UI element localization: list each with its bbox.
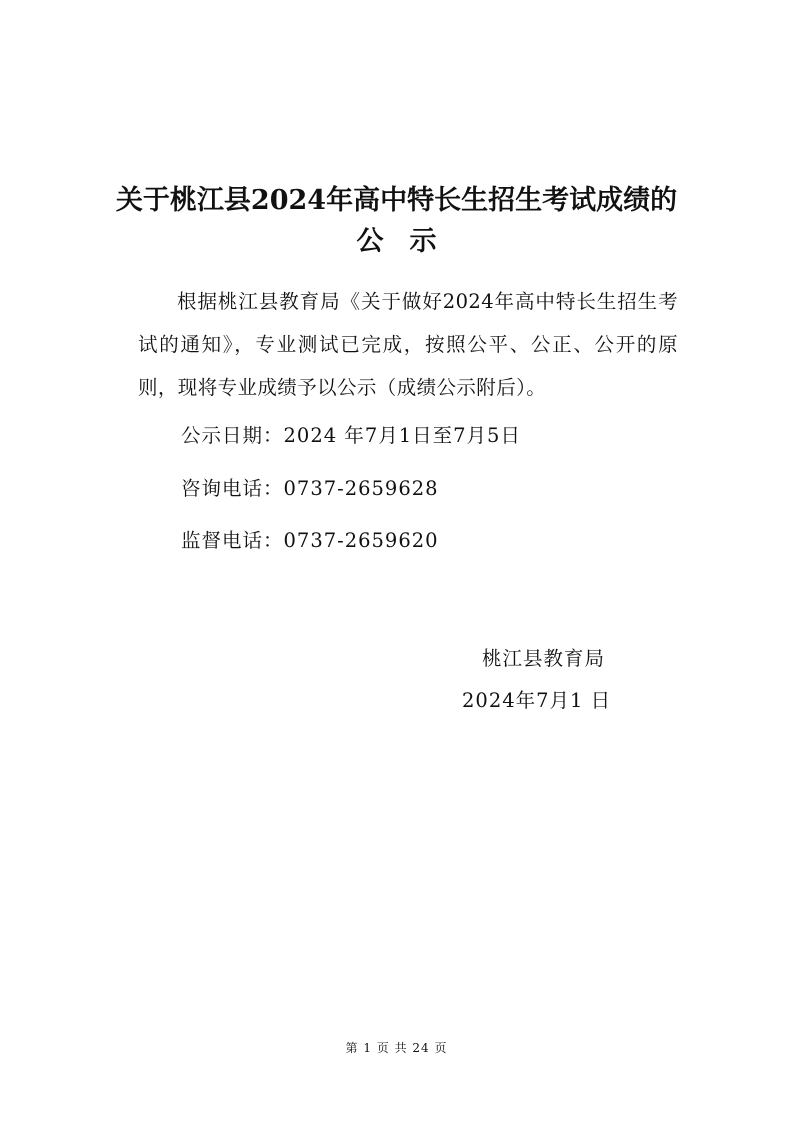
document-title-line2: 公示 [356, 226, 463, 257]
consult-phone: 咨询电话：0737-2659628 [181, 477, 439, 500]
document-title-line1: 关于桃江县2024年高中特长生招生考试成绩的 [115, 185, 678, 216]
body-paragraph: 根据桃江县教育局《关于做好2024年高中特长生招生考试的通知》，专业测试已完成，按照公平、公正、公开的原则，现将专业成绩予以公示（成绩公示附后）。 [138, 290, 678, 399]
signature-organization: 桃江县教育局 [482, 647, 606, 670]
page-indicator: 第 1 页 共 24 页 [345, 1041, 448, 1055]
signature-date: 2024年7月1 日 [462, 689, 612, 712]
supervise-phone: 监督电话：0737-2659620 [181, 529, 439, 552]
announcement-period: 公示日期：2024 年7月1日至7月5日 [181, 424, 521, 447]
